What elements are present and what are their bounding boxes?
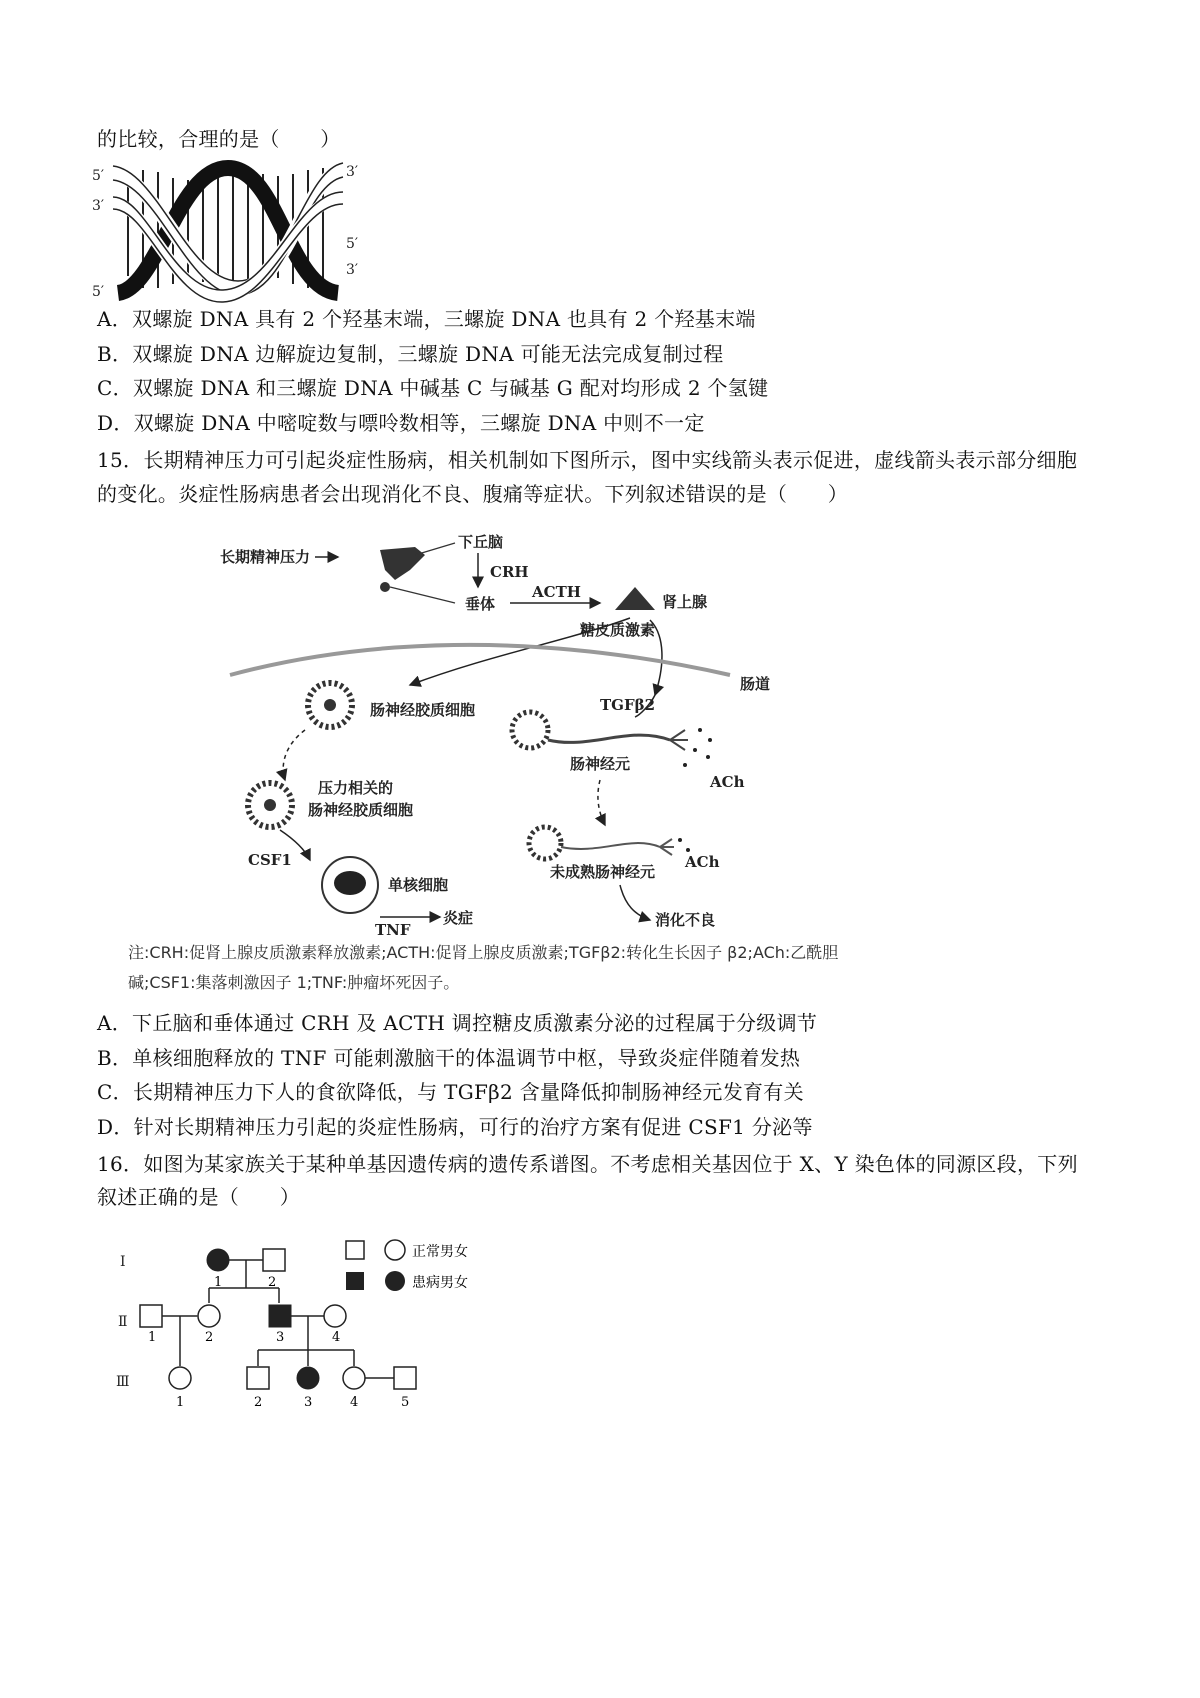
monocyte-label: 单核细胞: [388, 876, 449, 894]
helix-label-r1: 5′: [346, 236, 359, 252]
q15-stem-line1: 15．长期精神压力可引起炎症性肠病，相关机制如下图所示，图中实线箭头表示促进，虚线箭头表示部分细胞: [97, 448, 1078, 472]
II-1-number: 1: [148, 1330, 157, 1345]
q15-option-d: D．针对长期精神压力引起的炎症性肠病，可行的治疗方案有促进 CSF1 分泌等: [97, 1115, 813, 1139]
inflammation-label: 炎症: [443, 909, 474, 927]
dna-helix-figure: [88, 158, 388, 306]
gen-III-label: Ⅲ: [116, 1374, 130, 1390]
glia-label: 肠神经胶质细胞: [370, 701, 476, 719]
legend-normal-male: [346, 1241, 364, 1259]
immature-neuron-icon: [529, 827, 674, 859]
hypothalamus-label: 下丘脑: [458, 533, 504, 551]
legend-normal-label: 正常男女: [412, 1244, 468, 1260]
q15-note-line1: 注:CRH:促肾上腺皮质激素释放激素;ACTH:促肾上腺皮质激素;TGFβ2:转化生长因子 β2;ACh:乙酰胆: [128, 943, 839, 962]
legend-normal-female: [385, 1240, 405, 1260]
q15-stem-line2: 的变化。炎症性肠病患者会出现消化不良、腹痛等症状。下列叙述错误的是（ ）: [97, 482, 849, 506]
gut-membrane: [230, 645, 730, 675]
helix-label-r2: 3′: [346, 262, 359, 278]
I-2-number: 2: [268, 1275, 277, 1290]
gut-label: 肠道: [740, 675, 771, 693]
ach2-label: ACh: [685, 853, 720, 871]
q14-option-c: C．双螺旋 DNA 和三螺旋 DNA 中碱基 C 与碱基 G 配对均形成 2 个氢键: [97, 376, 769, 400]
II-4-number: 4: [332, 1330, 341, 1345]
helix-label-tr: 3′: [346, 164, 359, 180]
legend-affected-label: 患病男女: [412, 1275, 468, 1291]
II-4-normal-female: [324, 1305, 346, 1327]
neuron-icon: [512, 712, 688, 750]
III-2-number: 2: [254, 1395, 263, 1410]
ach-dots-2: [678, 838, 690, 852]
II-1-normal-male: [140, 1305, 162, 1327]
III-4-normal-female: [343, 1367, 365, 1389]
III-5-number: 5: [401, 1395, 410, 1410]
helix-label-tl1: 5′: [92, 168, 105, 184]
stress-label: 长期精神压力: [220, 548, 311, 566]
stress-glia-label-2: 肠神经胶质细胞: [308, 801, 414, 819]
III-2-normal-male: [247, 1367, 269, 1389]
III-5-normal-male: [394, 1367, 416, 1389]
glucocorticoid-label: 糖皮质激素: [580, 621, 656, 639]
acth-label: ACTH: [532, 583, 581, 601]
III-1-normal-female: [169, 1367, 191, 1389]
I-1-affected-female: [207, 1249, 229, 1271]
tgf-label: TGFβ2: [600, 696, 656, 714]
adrenal-icon: [615, 587, 655, 610]
q16-stem-line1: 16．如图为某家族关于某种单基因遗传病的遗传系谱图。不考虑相关基因位于 X、Y 染色体的同源区段，下列: [97, 1152, 1078, 1176]
q16-stem-line2: 叙述正确的是（ ）: [97, 1185, 300, 1209]
I-2-normal-male: [263, 1249, 285, 1271]
II-3-affected-male: [269, 1305, 291, 1327]
ach-dots-1: [683, 728, 712, 767]
neuron-label: 肠神经元: [570, 755, 631, 773]
q15-option-c: C．长期精神压力下人的食欲降低，与 TGFβ2 含量降低抑制肠神经元发育有关: [97, 1080, 804, 1104]
q14-option-a: A．双螺旋 DNA 具有 2 个羟基末端，三螺旋 DNA 也具有 2 个羟基末端: [97, 307, 756, 331]
q14-option-b: B．双螺旋 DNA 边解旋边复制，三螺旋 DNA 可能无法完成复制过程: [97, 342, 724, 366]
q14-option-d: D．双螺旋 DNA 中嘧啶数与嘌呤数相等，三螺旋 DNA 中则不一定: [97, 411, 705, 435]
pedigree-chart: [110, 1238, 510, 1418]
immature-neuron-label: 未成熟肠神经元: [550, 863, 656, 881]
gen-I-label: Ⅰ: [120, 1254, 126, 1270]
II-3-number: 3: [276, 1330, 285, 1345]
indigestion-label: 消化不良: [655, 911, 716, 929]
helix-label-tl2: 3′: [92, 198, 105, 214]
gen-II-label: Ⅱ: [118, 1314, 128, 1330]
pituitary-label: 垂体: [465, 595, 496, 613]
I-1-number: 1: [214, 1275, 223, 1290]
legend-affected-male: [346, 1272, 364, 1290]
crh-label: CRH: [490, 563, 529, 581]
q15-note-line2: 碱;CSF1:集落刺激因子 1;TNF:肿瘤坏死因子。: [128, 973, 460, 992]
III-3-number: 3: [304, 1395, 313, 1410]
III-1-number: 1: [176, 1395, 185, 1410]
q15-option-a: A．下丘脑和垂体通过 CRH 及 ACTH 调控糖皮质激素分泌的过程属于分级调节: [97, 1011, 818, 1035]
stress-glia-cell-icon: [248, 783, 292, 827]
III-3-affected-female: [297, 1367, 319, 1389]
helix-label-bl: 5′: [92, 284, 105, 300]
II-2-normal-female: [198, 1305, 220, 1327]
csf1-label: CSF1: [248, 851, 292, 869]
ach1-label: ACh: [710, 773, 745, 791]
q15-option-b: B．单核细胞释放的 TNF 可能刺激脑干的体温调节中枢，导致炎症伴随着发热: [97, 1046, 801, 1070]
III-4-number: 4: [350, 1395, 359, 1410]
stress-glia-label-1: 压力相关的: [318, 779, 394, 797]
legend-affected-female: [385, 1271, 405, 1291]
adrenal-label: 肾上腺: [662, 593, 708, 611]
ibd-mechanism-diagram: [210, 525, 850, 940]
q14-stem-tail: 的比较，合理的是（ ）: [97, 127, 341, 151]
monocyte-icon: [322, 857, 378, 913]
tnf-label: TNF: [375, 921, 411, 939]
II-2-number: 2: [205, 1330, 214, 1345]
glia-cell-icon: [308, 683, 352, 727]
